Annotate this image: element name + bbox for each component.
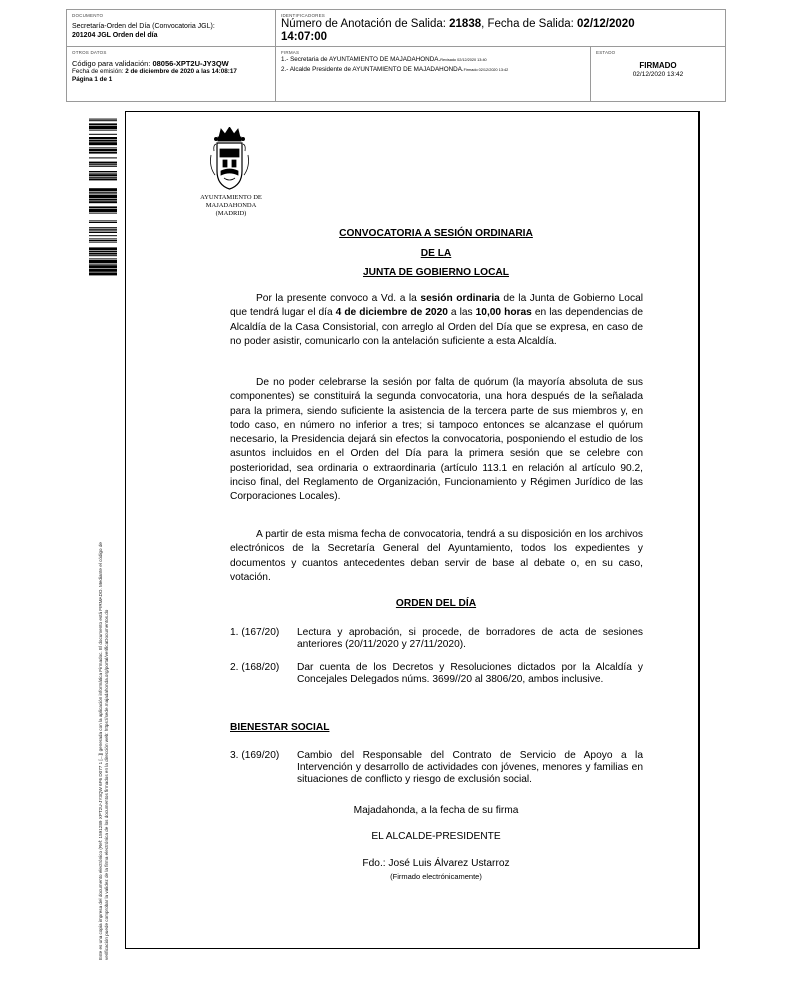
registro-line: Número de Anotación de Salida: 21838, Fecha de Salida: 02/12/2020 14:07:00 (281, 18, 635, 43)
closing-signature: Fdo.: José Luis Álvarez Ustarroz (362, 858, 510, 869)
firmas-cell (276, 47, 591, 101)
barcode-icon (89, 117, 117, 277)
municipal-crest-icon (207, 127, 252, 192)
document-header (66, 9, 726, 102)
crest-caption: AYUNTAMIENTO DE MAJADAHONDA (MADRID) (200, 194, 262, 217)
agenda-item-text: Dar cuenta de los Decretos y Resoluciones dictados por la Alcaldía y Concejales Delegados núms. 3699//20 al 3806/20, ambos inclusive. (297, 662, 643, 686)
agenda-item-number: 2. (168/20) (230, 662, 280, 673)
pagina-indicator: Página 1 de 1 (72, 76, 113, 83)
convocatoria-subtitle: DE LA (420, 248, 452, 259)
agenda-item-number: 1. (167/20) (230, 627, 280, 638)
junta-title: JUNTA DE GOBIERNO LOCAL (362, 267, 510, 278)
convocatoria-title: CONVOCATORIA A SESIÓN ORDINARIA (339, 228, 533, 239)
closing-cargo: EL ALCALDE-PRESIDENTE (371, 831, 501, 842)
agenda-item (230, 662, 643, 686)
fecha-emision: Fecha de emisión: 2 de diciembre de 2020 a las 14:08:17 (72, 68, 237, 75)
paragraph-convocatoria: Por la presente convoco a Vd. a la sesión ordinaria de la Junta de Gobierno Local que tendrá lugar el día 4 de diciembre de 2020 a las 10,00 horas en las dependencias de Alcaldía de la Casa Consistorial, con arreglo al Orden del Día que se expresa, en caso de no poder asistir, comunicarlo con la antelación suficiente a esta Alcaldía. (230, 293, 644, 347)
otros-datos-label: OTROS DATOS (72, 50, 107, 55)
identificadores-cell (276, 10, 725, 47)
otros-datos-cell (67, 47, 276, 101)
estado-value: FIRMADO (639, 61, 677, 70)
agenda-item (230, 627, 643, 651)
verification-margin-note: Este es una copia impresa del documento electrónico (Ref: 1591289 XPT2U-JY3QW 6F6 D077 1 [...]) generada con la aplicación informática Firmadoc. El documento está FIRMADO. Mediante el código de verificación puede comprobar la validez de la firma electrónica de los documentos firmados en la dirección web: https://sede.majadahonda.org/portal/verificaDocumentos.do (98, 542, 109, 960)
orden-del-dia-title: ORDEN DEL DÍA (395, 598, 477, 609)
firma-1: 1.- Secretaria de AYUNTAMIENTO DE MAJADAHONDA.Revisado 02/12/2020 13:40 (281, 56, 487, 63)
documento-label: DOCUMENTO (72, 13, 104, 18)
closing-place-date: Majadahonda, a la fecha de su firma (353, 805, 519, 816)
estado-label: ESTADO (596, 50, 616, 55)
agenda-item (230, 750, 643, 787)
estado-cell (591, 47, 725, 101)
firma-2: 2.- Alcalde Presidente de AYUNTAMIENTO DE MAJADAHONDA.Firmado 02/12/2020 13:42 (281, 66, 509, 73)
agenda-item-text: Lectura y aprobación, si procede, de borradores de acta de sesiones anteriores (20/11/2020 y 27/11/2020). (297, 627, 643, 651)
closing-electronic-note: (Firmado electrónicamente) (390, 872, 482, 881)
section-title-bienestar: BIENESTAR SOCIAL (230, 722, 330, 733)
agenda-item-number: 3. (169/20) (230, 750, 280, 761)
agenda-item-text: Cambio del Responsable del Contrato de Servicio de Apoyo a la Intervención y desarrollo de actividades con jóvenes, menores y familias en situaciones de conflicto y riesgo de exclusión social. (297, 750, 643, 786)
identificadores-label: IDENTIFICADORES (281, 13, 326, 18)
paragraph-disposicion: A partir de esta misma fecha de convocatoria, tendrá a su disposición en los archivos electrónicos de la Secretaría General del Ayuntamiento, todos los expedientes y documentos y cuantos antecedentes deban servir de base al debate o, en su caso, votación. (230, 529, 643, 583)
documento-cell (67, 10, 276, 47)
documento-name: Secretaría-Orden del Día (Convocatoria JGL): 201204 JGL Orden del día (72, 23, 215, 39)
estado-fecha: 02/12/2020 13:42 (632, 71, 684, 78)
firmas-label: FIRMAS (281, 50, 300, 55)
paragraph-quorum: De no poder celebrarse la sesión por falta de quórum (la mayoría absoluta de sus componentes) se constituirá la segunda convocatoria, una hora después de la señalada para la primera, siendo suficiente la asistencia de la tercera parte de sus miembros y, en todo caso, en número no inferior a tres; si tampoco entonces se alcanzase el quórum necesario, la Presidencia dejará sin efectos la convocatoria, posponiendo el estudio de los asuntos incluidos en el Orden del Día para la primera sesión que se celebre con posterioridad, sea ordinaria o extraordinaria (artículo 113.1 en relación al artículo 90.2, inciso final, del Reglamento de Organización, Funcionamiento y Régimen Jurídico de las Corporaciones Locales). (230, 377, 643, 503)
codigo-validacion: Código para validación: 08056-XPT2U-JY3QW (72, 59, 229, 68)
